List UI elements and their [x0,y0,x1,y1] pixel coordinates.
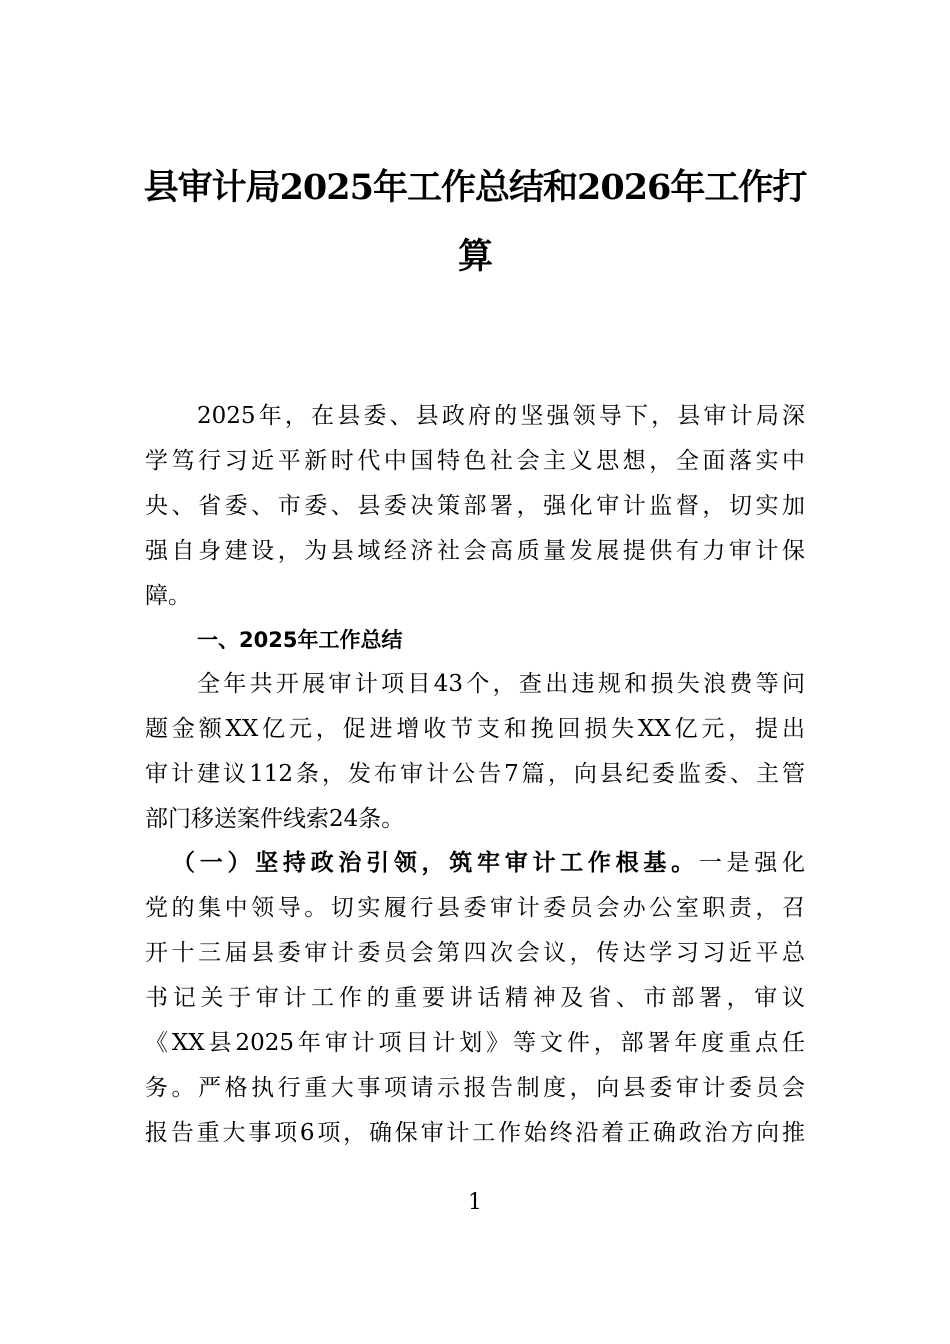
summary-paragraph-line: 全年共开展审计项目43个，查出违规和损失浪费等问 [197,671,805,697]
subsection-paragraph-line: 《XX县2025年审计项目计划》等文件，部署年度重点任 [145,1030,805,1056]
subsection-first-line-rest: 一是强化 [698,850,806,876]
document-title-line-1: 县审计局2025年工作总结和2026年工作打 [143,167,807,208]
subsection-first-line [172,848,805,878]
intro-paragraph-line: 2025年，在县委、县政府的坚强领导下，县审计局深 [197,403,805,429]
intro-paragraph-line: 学笃行习近平新时代中国特色社会主义思想，全面落实中 [145,448,805,474]
intro-paragraph-line: 央、省委、市委、县委决策部署，强化审计监督，切实加 [145,493,805,519]
document-title-line-2: 算 [457,236,492,277]
section-heading: 一、2025年工作总结 [197,628,403,652]
subsection-paragraph-line: 务。严格执行重大事项请示报告制度，向县委审计委员会 [145,1075,805,1101]
subsection-heading: （一）坚持政治引领，筑牢审计工作根基。 [172,849,699,876]
summary-paragraph-line: 题金额XX亿元，促进增收节支和挽回损失XX亿元，提出 [145,716,805,742]
intro-paragraph-line: 障。 [145,583,191,609]
subsection-paragraph-line: 报告重大事项6项，确保审计工作始终沿着正确政治方向推 [145,1120,805,1146]
subsection-paragraph-line: 开十三届县委审计委员会第四次会议，传达学习习近平总 [145,940,805,966]
intro-paragraph-line: 强自身建设，为县域经济社会高质量发展提供有力审计保 [145,538,805,564]
subsection-paragraph-line: 书记关于审计工作的重要讲话精神及省、市部署，审议 [145,985,805,1011]
subsection-paragraph-line: 党的集中领导。切实履行县委审计委员会办公室职责，召 [145,895,805,921]
summary-paragraph-line: 审计建议112条，发布审计公告7篇，向县纪委监委、主管 [145,761,805,787]
summary-paragraph-line: 部门移送案件线索24条。 [145,806,405,832]
page-number: 1 [468,1190,482,1215]
